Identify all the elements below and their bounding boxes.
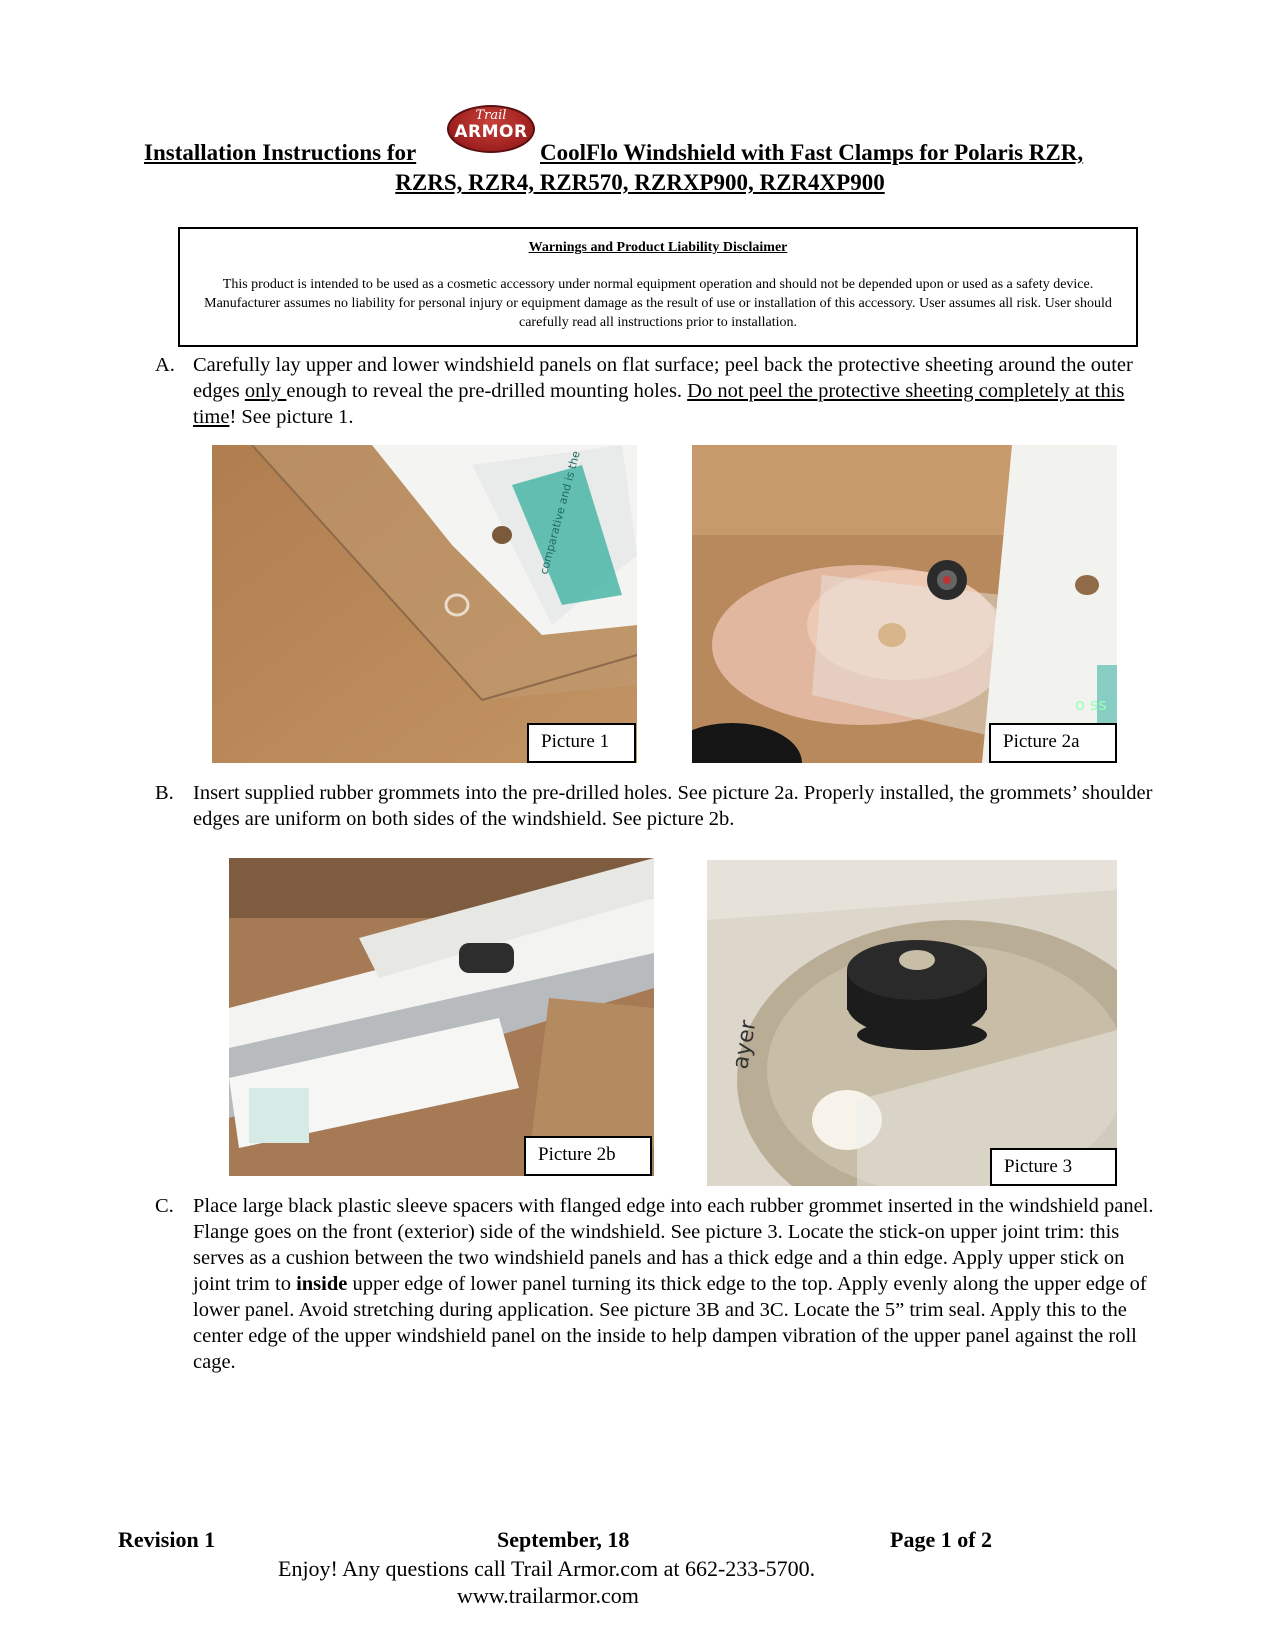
- step-c-text-2: upper edge of lower panel turning its thick edge to the top. Apply evenly along the upper edge of lower panel. Avoid stretching during application. See picture 3B and 3C. Locate the 5” trim seal. Apply this to the center edge of the upper windshield panel on the inside to help dampen vibration of the upper panel against the roll cage.: [193, 1273, 1147, 1373]
- title-suffix: CoolFlo Windshield with Fast Clamps for Polaris RZR,: [540, 140, 1084, 165]
- step-a-text-3: ! See picture 1.: [229, 406, 354, 428]
- step-letter: C.: [155, 1195, 174, 1217]
- step-letter: A.: [155, 354, 175, 376]
- picture-2a-caption: Picture 2a: [989, 723, 1117, 763]
- step-b: [155, 780, 1155, 832]
- footer-contact: Enjoy! Any questions call Trail Armor.com at 662-233-5700.: [278, 1556, 816, 1581]
- trail-armor-logo: Trail ARMOR: [447, 105, 535, 153]
- document-title: [140, 138, 1140, 195]
- step-b-text: Insert supplied rubber grommets into the pre-drilled holes. See picture 2a. Properly installed, the grommets’ shoulder edges are uniform on both sides of the windshield. See picture 2b.: [193, 782, 1153, 830]
- disclaimer-heading: Warnings and Product Liability Disclaimer: [528, 240, 788, 255]
- disclaimer-body: This product is intended to be used as a cosmetic accessory under normal equipment operation and should not be depended upon or used as a safety device. Manufacturer assumes no liability for personal injury or equipment damage as the result of use or installation of this accessory. User assumes all risk. User should carefully read all instructions prior to installation.: [204, 277, 1112, 330]
- footer-date: September, 18: [497, 1527, 630, 1552]
- step-c-text: Place large black plastic sleeve spacers with flanged edge into each rubber grommet inserted in the windshield panel. Flange goes on the front (exterior) side of the windshield. See picture 3. Locate the stick-on upper joint trim: this serves as a cushion between the two windshield panels and has a thick edge and a thin edge. Apply upper stick on joint trim to: [193, 1195, 1154, 1295]
- footer-page-number: Page 1 of 2: [890, 1527, 993, 1552]
- step-a-text-2: enough to reveal the pre-drilled mounting holes.: [286, 380, 688, 402]
- step-a-text: Carefully lay upper and lower windshield panels on flat surface; peel back the protective sheeting around the outer edges: [193, 354, 1133, 402]
- step-a: [155, 352, 1155, 430]
- step-letter: B.: [155, 782, 174, 804]
- picture-2b-caption: Picture 2b: [524, 1136, 652, 1176]
- step-c: [155, 1193, 1155, 1375]
- picture-3-caption: Picture 3: [990, 1148, 1117, 1186]
- step-a-warning: Do not peel the protective sheeting completely at this time: [193, 380, 1125, 428]
- step-a-emph-only: only: [244, 380, 287, 402]
- picture-2b-photo: [229, 858, 654, 1176]
- step-c-emph-inside: inside: [296, 1273, 348, 1295]
- disclaimer-box: [178, 227, 1138, 347]
- picture-1-caption: Picture 1: [527, 723, 636, 763]
- sheet-print-text: comparative and is the: [537, 449, 583, 576]
- picture-3-photo: [707, 860, 1117, 1186]
- picture-1-photo: [212, 445, 637, 763]
- picture-2a-photo: [692, 445, 1117, 763]
- sheet-print-text-3: ayer: [728, 1018, 762, 1072]
- title-prefix: Installation Instructions for: [144, 140, 417, 165]
- title-models: RZRS, RZR4, RZR570, RZRXP900, RZR4XP900: [395, 170, 885, 195]
- footer-revision: Revision 1: [118, 1527, 216, 1552]
- sheet-print-text-2a: o ss: [1075, 695, 1107, 714]
- footer-website[interactable]: www.trailarmor.com: [457, 1583, 639, 1608]
